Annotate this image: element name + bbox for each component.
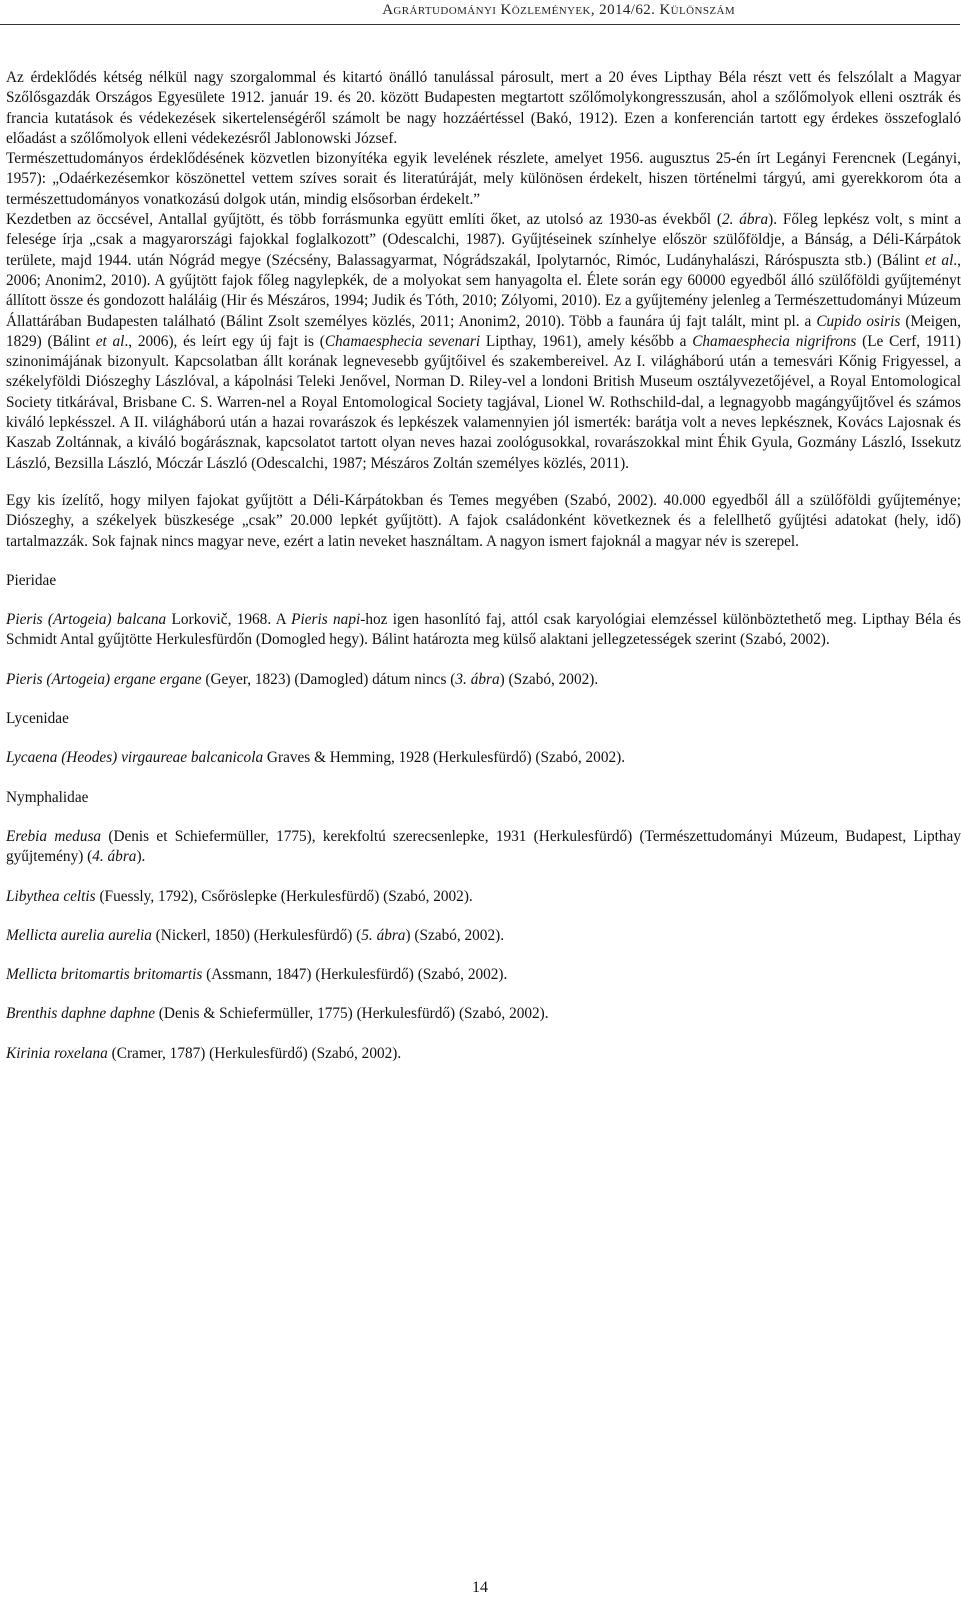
species-entry: Kirinia roxelana (Cramer, 1787) (Herkulesfürdő) (Szabó, 2002).: [6, 1044, 402, 1062]
species-entry: Lycaena (Heodes) virgaureae balcanicola Graves & Hemming, 1928 (Herkulesfürdő) (Szabó, 2002).: [6, 749, 626, 767]
species-entry: Pieris (Artogeia) balcana Lorkovič, 1968. A Pieris napi-hoz igen hasonlító faj, attól csak karyológiai elemzéssel különböztethető meg. Lipthay Béla és Schmidt Antal gyűjtötte Herkulesfürdőn (Domogled hegy). Bálint határozta meg külső alaktani jellegzetességek szerint (Szabó, 2002).: [6, 611, 961, 649]
paragraph-1: Az érdeklődés kétség nélkül nagy szorgalommal és kitartó önálló tanulással párosult, mert a 20 éves Lipthay Béla részt vett és felszólalt a Magyar Szőlősgazdák Országos Egyesülete 1912. január 19. és 20. között Budapesten megtartott szőlőmolykongresszusán, ahol a szőlőmolyok elleni osztrák és francia kutatások és védekezések sikertelenségéről számolt be nagy hozzáértéssel (Bakó, 1912). Ezen a konferencián tartott egy érdekes összefoglaló előadást a szőlőmolyok elleni védekezésről Jablonowski József.: [6, 69, 961, 147]
species-entry: Pieris (Artogeia) ergane ergane (Geyer, 1823) (Damogled) dátum nincs (3. ábra) (Szabó, 2002).: [6, 670, 599, 688]
page-number: 14: [472, 1579, 488, 1596]
paragraph-4: Egy kis ízelítő, hogy milyen fajokat gyűjtött a Déli-Kárpátokban és Temes megyében (Szabó, 2002). 40.000 egyedből áll a szülőföldi gyűjteménye; Diószeghy, a székelyek büszkesége „csak” 20.000 lepkét gyűjtött). A fajok családonként következnek és a felellhető gyűjtési adatokat (hely, idő) tartalmazzák. Sok fajnak nincs magyar neve, ezért a latin neveket használtam. A nagyon ismert fajoknál a magyar név is szerepel.: [6, 491, 961, 550]
species-entry: Mellicta britomartis britomartis (Assmann, 1847) (Herkulesfürdő) (Szabó, 2002).: [6, 966, 508, 984]
species-entry: Erebia medusa (Denis et Schiefermüller, 1775), kerekfoltú szerecsenlepke, 1931 (Herkulesfürdő) (Természettudományi Múzeum, Budapest, Lipthay gyűjtemény) (4. ábra).: [6, 827, 961, 866]
species-entry: Brenthis daphne daphne (Denis & Schiefermüller, 1775) (Herkulesfürdő) (Szabó, 2002).: [6, 1005, 549, 1023]
paragraph-2: Természettudományos érdeklődésének közvetlen bizonyítéka egyik levelének részlete, amelyet 1956. augusztus 25-én írt Legányi Ferencnek (Legányi, 1957): „Odaérkezésemkor köszönettel vettem szíves sorait és literatúráját, mely különösen érdekelt, hiszen történelmi tárgyú, ami gyerekkorom óta a természettudományos vonatkozású dolgok után, mindig elsősorban érdekelt.”: [6, 150, 961, 208]
family-heading-pieridae: Pieridae: [6, 571, 57, 589]
article-body: [6, 68, 961, 1064]
header-rule: [0, 24, 960, 25]
family-heading-nymphalidae: Nymphalidae: [6, 788, 89, 806]
species-entry: Libythea celtis (Fuessly, 1792), Csőröslepke (Herkulesfürdő) (Szabó, 2002).: [6, 887, 473, 905]
family-heading-lycenidae: Lycenidae: [6, 710, 69, 728]
running-header: Agrártudományi Közlemények, 2014/62. Különszám: [382, 2, 735, 18]
paragraph-3: Kezdetben az öccsével, Antallal gyűjtött, és több forrásmunka együtt említi őket, az utolsó az 1930-as évekből (2. ábra). Főleg lepkész volt, s mint a felesége írja „csak a magyarországi fajokkal foglalkozott” (Odescalchi, 1987). Gyűjtéseinek színhelye először szülőföldje, a Bánság, a Déli-Kárpátok területe, majd 1944. után Nógrád megye (Szécsény, Balassagyarmat, Nógrádszakál, Ipolytarnóc, Rimóc, Ludányhalászi, Ráróspuszta stb.) (Bálint et al., 2006; Anonim2, 2010). A gyűjtött fajok főleg nagylepkék, de a molyokat sem hanyagolta el. Élete során egy 60000 egyedből álló szülőföldi gyűjteményt állított össze és gondozott haláláig (Hir és Mészáros, 1994; Judik és Tóth, 2010; Zólyomi, 2010). Ez a gyűjtemény jelenleg a Természettudományi Múzeum Állattárában Budapesten található (Bálint Zsolt személyes közlés, 2011; Anonim2, 2010). Több a faunára új fajt talált, mint pl. a Cupido osiris (Meigen, 1829) (Bálint et al., 2006), és leírt egy új fajt is (Chamaesphecia sevenari Lipthay, 1961), amely később a Chamaesphecia nigrifrons (Le Cerf, 1911) szinonimájának bizonyult. Kapcsolatban állt korának legnevesebb gyűjtőivel és szakembereivel. Az I. világháború után a temesvári Kőnig Frigyessel, a székelyföldi Diószeghy Lászlóval, a kápolnási Teleki Jenővel, Norman D. Riley-vel a londoni British Museum osztályvezetőjével, a Royal Entomological Society titkárával, Brisbane C. S. Warren-nel a Royal Entomological Society tagjával, Lionel W. Rothschild-dal, a legnagyobb magángyűjtővel és számos kiváló lepkésszel. A II. világháború után a hazai rovarászok és lepkészek valamennyien jól ismerték: barátja volt a neves lepkésznek, Kovács Lajosnak és Kaszab Zoltánnak, a kiváló bogárásznak, kapcsolatot tartott olyan neves hazai zoológusokkal, rovarászokkal mint Éhik Gyula, Gozmány László, Issekutz László, Bezsilla László, Móczár László (Odescalchi, 1987; Mészáros Zoltán személyes közlés, 2011).: [6, 211, 961, 472]
species-entry: Mellicta aurelia aurelia (Nickerl, 1850) (Herkulesfürdő) (5. ábra) (Szabó, 2002).: [6, 926, 505, 944]
